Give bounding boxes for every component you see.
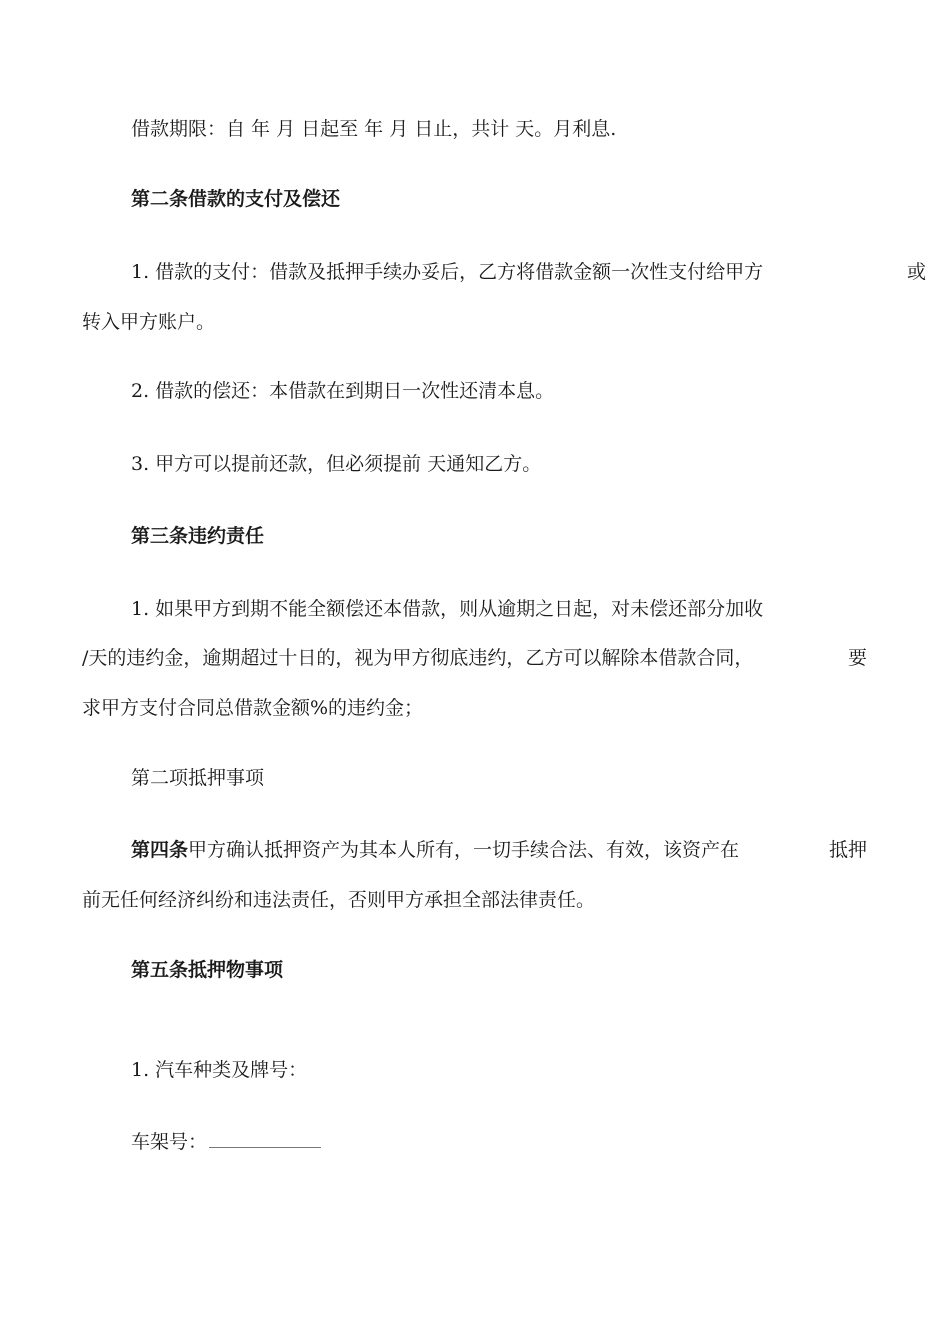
payment-clause-1-line-1 — [131, 257, 926, 284]
breach-clause-line-2-text: /天的违约金，逾期超过十日的，视为甲方彻底违约，乙方可以解除本借款合同， — [82, 647, 754, 669]
article-4-line-2: 前无任何经济纠纷和违法责任，否则甲方承担全部法律责任。 — [82, 889, 596, 911]
article-4-line-1 — [131, 835, 867, 862]
vin-blank-field — [209, 1129, 321, 1148]
article-4-body: 甲方确认抵押资产为其本人所有，一切手续合法、有效，该资产在 — [188, 839, 740, 861]
breach-clause-line-2 — [82, 643, 867, 670]
breach-clause-line-1: 1. 如果甲方到期不能全额偿还本借款，则从逾期之日起，对未偿还部分加收 — [131, 598, 764, 620]
vin-line — [131, 1127, 321, 1154]
breach-clause-line-2-end: 要 — [847, 647, 867, 669]
article-4-text — [131, 835, 739, 862]
article-5-title: 第五条抵押物事项 — [131, 959, 284, 981]
breach-clause-line-3: 求甲方支付合同总借款金额%的违约金； — [82, 697, 424, 719]
payment-clause-1-text: 1. 借款的支付：借款及抵押手续办妥后，乙方将借款金额一次性支付给甲方 — [131, 261, 764, 283]
loan-term-line: 借款期限：自 年 月 日起至 年 月 日止，共计 天。月利息. — [131, 118, 617, 140]
article-4-line-1-end: 抵押 — [828, 839, 867, 861]
article-3-title: 第三条违约责任 — [131, 525, 265, 547]
payment-clause-1-line-2: 转入甲方账户。 — [82, 311, 216, 333]
payment-clause-2: 2. 借款的偿还：本借款在到期日一次性还清本息。 — [131, 380, 555, 402]
payment-clause-1-or: 或 — [906, 261, 926, 283]
vehicle-type-item: 1. 汽车种类及牌号： — [131, 1059, 308, 1081]
article-4-label: 第四条 — [131, 839, 189, 861]
section-2-title: 第二项抵押事项 — [131, 767, 265, 789]
payment-clause-3: 3. 甲方可以提前还款，但必须提前 天通知乙方。 — [131, 453, 542, 475]
article-2-title: 第二条借款的支付及偿还 — [131, 188, 341, 210]
vin-label: 车架号： — [131, 1131, 208, 1153]
